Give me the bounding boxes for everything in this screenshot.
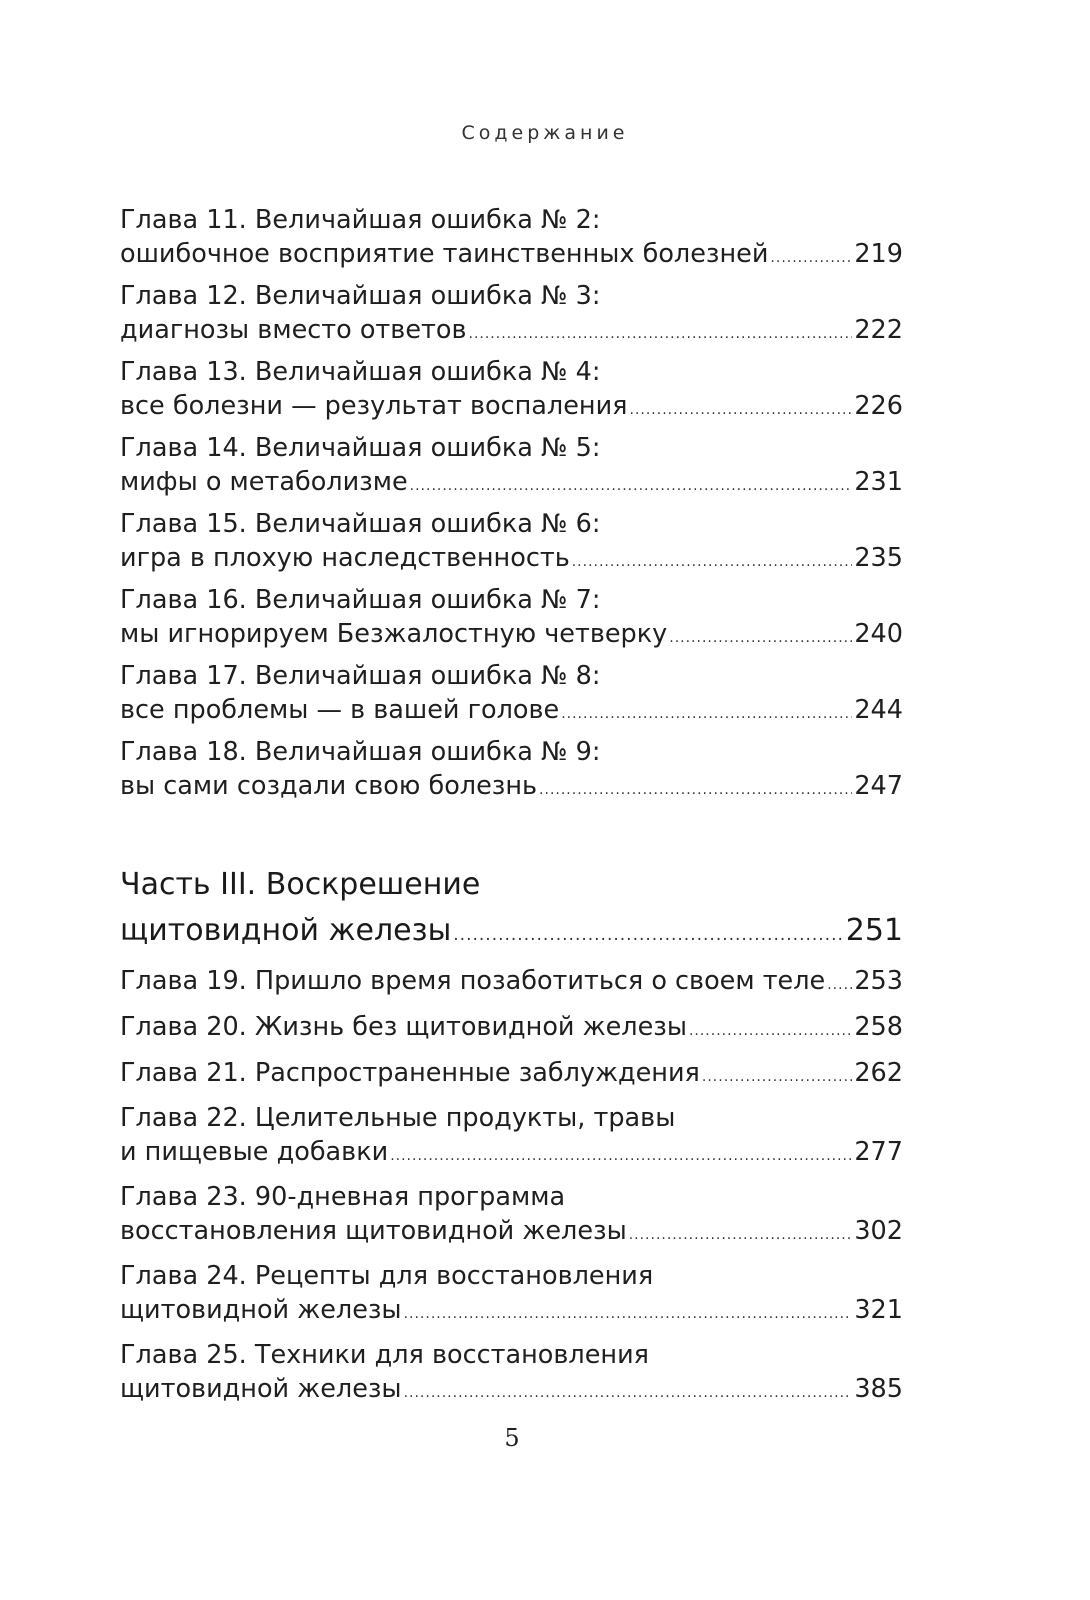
- chapter-title: Глава 12. Величайшая ошибка № 3:: [120, 281, 601, 311]
- dot-leader: [630, 394, 853, 428]
- chapter-title: Глава 20. Жизнь без щитовидной железы: [120, 1012, 687, 1042]
- page-ref: 302: [854, 1215, 903, 1246]
- page-ref: 219: [854, 238, 903, 269]
- chapter-title: Глава 25. Техники для восстановления: [120, 1340, 649, 1370]
- chapter-title: Глава 13. Величайшая ошибка № 4:: [120, 357, 601, 387]
- page-ref: 231: [854, 466, 903, 497]
- chapter-subtitle: ошибочное восприятие таинственных болезней: [120, 238, 769, 269]
- toc-entry-chapter-11[interactable]: [120, 204, 903, 280]
- running-header: Содержание: [461, 122, 629, 144]
- chapter-title: Глава 11. Величайшая ошибка № 2:: [120, 205, 601, 235]
- chapter-title: Глава 17. Величайшая ошибка № 8:: [120, 661, 601, 691]
- dot-leader: [770, 242, 852, 276]
- toc-entry-chapter-21[interactable]: [120, 1052, 903, 1098]
- dot-leader: [539, 774, 852, 808]
- dot-leader: [404, 1298, 853, 1332]
- page-ref: 244: [854, 694, 903, 725]
- chapter-title: Глава 19. Пришло время позаботиться о своем теле: [120, 966, 826, 996]
- chapter-subtitle: восстановления щитовидной железы: [120, 1215, 627, 1246]
- toc-entry-chapter-23[interactable]: [120, 1181, 903, 1252]
- page-ref: 226: [854, 390, 903, 421]
- chapter-subtitle: все болезни — результат воспаления: [120, 390, 628, 421]
- dot-leader: [561, 698, 852, 732]
- chapter-title: Глава 22. Целительные продукты, травы: [120, 1103, 676, 1133]
- page-ref: 262: [854, 1058, 903, 1088]
- chapter-title: Глава 21. Распространенные заблуждения: [120, 1058, 700, 1088]
- toc-entry-chapter-20[interactable]: [120, 1006, 903, 1052]
- toc-entry-chapter-24[interactable]: [120, 1260, 903, 1331]
- chapter-title: Глава 18. Величайшая ошибка № 9:: [120, 737, 601, 767]
- chapter-subtitle: вы сами создали свою болезнь: [120, 770, 538, 801]
- toc-entry-chapter-13[interactable]: [120, 356, 903, 432]
- page-ref: 385: [854, 1373, 903, 1404]
- toc-entry-chapter-18[interactable]: [120, 736, 903, 812]
- part-page-ref: 251: [845, 913, 903, 948]
- chapter-title: Глава 15. Величайшая ошибка № 6:: [120, 509, 601, 539]
- page-ref: 321: [854, 1294, 903, 1325]
- dot-leader: [390, 1140, 852, 1174]
- page-ref: 235: [854, 542, 903, 573]
- toc-entry-chapter-12[interactable]: [120, 280, 903, 356]
- chapter-subtitle: мы игнорируем Безжалостную четверку: [120, 618, 668, 649]
- toc-entry-chapter-15[interactable]: [120, 508, 903, 584]
- part-title: Часть III. Воскрешение: [120, 867, 481, 902]
- dot-leader: [669, 622, 852, 656]
- page-ref: 258: [854, 1012, 903, 1042]
- toc-section-part3: [120, 960, 903, 1410]
- page-number: 5: [504, 1424, 520, 1452]
- dot-leader: [689, 1010, 852, 1052]
- dot-leader: [404, 1377, 853, 1411]
- part-heading[interactable]: [120, 862, 903, 958]
- chapter-subtitle: щитовидной железы: [120, 1294, 402, 1325]
- page-ref: 222: [854, 314, 903, 345]
- dot-leader: [572, 546, 853, 580]
- page-ref: 253: [854, 966, 903, 996]
- dot-leader: [453, 912, 843, 958]
- dot-leader: [827, 964, 852, 1006]
- chapter-subtitle: мифы о метаболизме: [120, 466, 408, 497]
- chapter-subtitle: и пищевые добавки: [120, 1136, 389, 1167]
- toc-entry-chapter-25[interactable]: [120, 1339, 903, 1410]
- toc-entry-chapter-19[interactable]: [120, 960, 903, 1006]
- toc-entry-chapter-16[interactable]: [120, 584, 903, 660]
- chapter-subtitle: все проблемы — в вашей голове: [120, 694, 560, 725]
- page-ref: 277: [854, 1136, 903, 1167]
- chapter-subtitle: щитовидной железы: [120, 1373, 402, 1404]
- toc-section-part2: [120, 204, 903, 812]
- page-ref: 240: [854, 618, 903, 649]
- toc-entry-chapter-14[interactable]: [120, 432, 903, 508]
- dot-leader: [629, 1219, 853, 1253]
- toc-entry-chapter-22[interactable]: [120, 1102, 903, 1173]
- chapter-title: Глава 23. 90-дневная программа: [120, 1182, 566, 1212]
- chapter-title: Глава 16. Величайшая ошибка № 7:: [120, 585, 601, 615]
- dot-leader: [702, 1056, 852, 1098]
- page-ref: 247: [854, 770, 903, 801]
- chapter-title: Глава 24. Рецепты для восстановления: [120, 1261, 654, 1291]
- toc-entry-chapter-17[interactable]: [120, 660, 903, 736]
- dot-leader: [410, 470, 853, 504]
- part-subtitle: щитовидной железы: [120, 913, 452, 948]
- chapter-subtitle: диагнозы вместо ответов: [120, 314, 467, 345]
- chapter-title: Глава 14. Величайшая ошибка № 5:: [120, 433, 601, 463]
- chapter-subtitle: игра в плохую наследственность: [120, 542, 570, 573]
- dot-leader: [469, 318, 853, 352]
